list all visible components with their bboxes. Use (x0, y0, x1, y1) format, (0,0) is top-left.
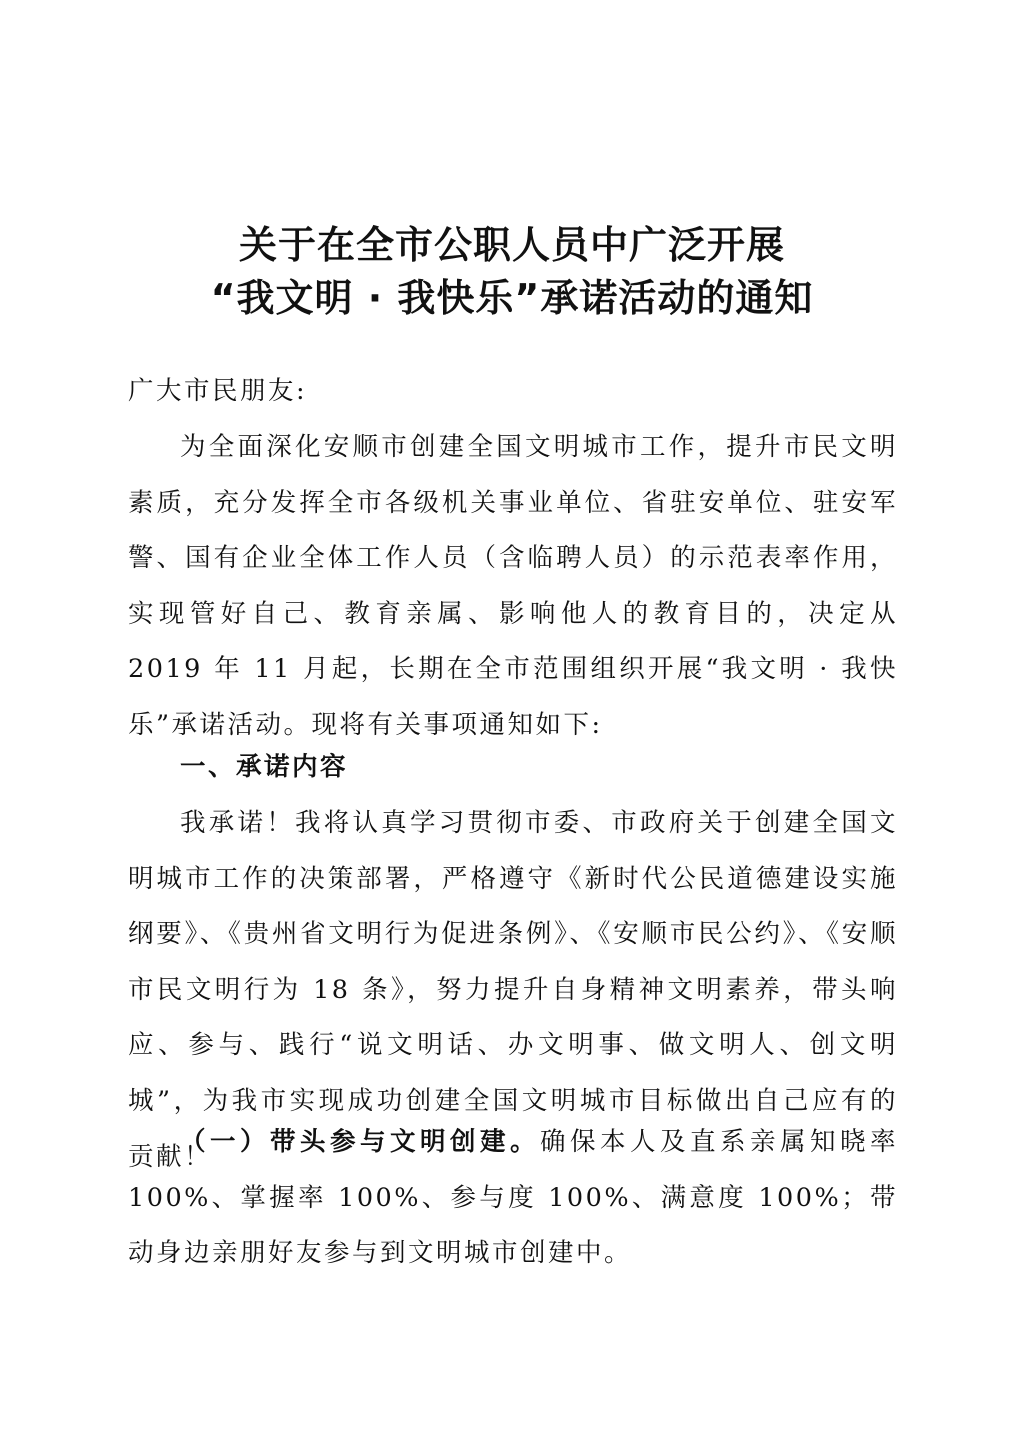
section-heading-commitment: 一、承诺内容 (180, 752, 349, 782)
paragraph-intro: 为全面深化安顺市创建全国文明城市工作，提升市民文明素质，充分发挥全市各级机关事业单位、省驻安单位、驻安军警、国有企业全体工作人员（含临聘人员）的示范表率作用，实现管好自己、教育亲属、影响他人的教育目的，决定从 2019 年 11 月起，长期在全市范围组织开展“我文明 · 我快乐”承诺活动。现将有关事项通知如下: (128, 432, 898, 740)
paragraph-commitment: 我承诺！我将认真学习贯彻市委、市政府关于创建全国文明城市工作的决策部署，严格遵守《新时代公民道德建设实施纲要》、《贵州省文明行为促进条例》、《安顺市民公约》、《安顺市民文明行为 18 条》，努力提升自身精神文明素养，带头响应、参与、践行“说文明话、办文明事、做文明人、创文明城”，为我市实现成功创建全国文明城市目标做出自己应有的贡献！ (128, 808, 898, 1172)
greeting: 广大市民朋友: (128, 376, 308, 406)
paragraph-item1 (128, 1115, 898, 1282)
document-title-line1: 关于在全市公职人员中广泛开展 (238, 223, 785, 267)
item1-lead: （一）带头参与文明创建。 (180, 1127, 540, 1157)
document-title-line2: “我文明 · 我快乐”承诺活动的通知 (210, 276, 814, 320)
item1-text: 确保本人及直系亲属知晓率 100%、掌握率 100%、参与度 100%、满意度 100%；带动身边亲朋好友参与到文明城市创建中。 (128, 1127, 898, 1269)
